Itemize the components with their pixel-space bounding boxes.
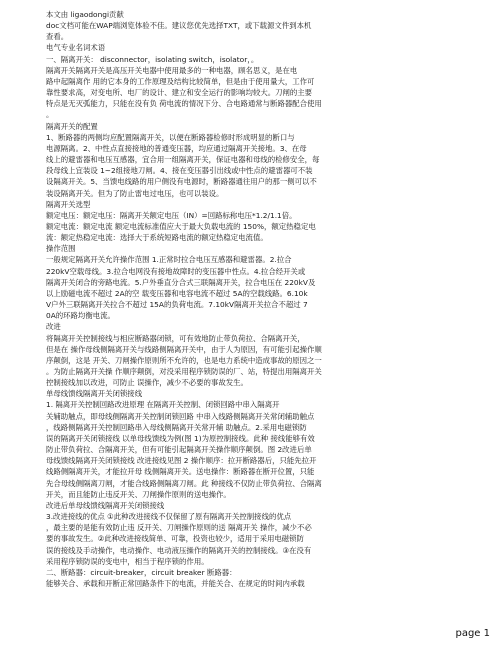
document-line: 序颠倒，这是 开关、刀闸操作原则所不允许的，也是电力系统中造成事故的原因之一: [46, 355, 322, 365]
document-line: 电气专业名词术语: [46, 43, 106, 53]
document-line: 1. 隔离开关控制回路改进原理 在隔离开关控制、闭锁回路中串入隔离开: [46, 400, 280, 410]
document-line: 路中起隔离作 用的它本身的工作原理及结构比较简单，但是由于使用量大，工作可: [46, 76, 315, 86]
document-line: 控制接线加以改进，可防止 误操作，减少不必要的事故发生。: [46, 378, 248, 388]
document-line: 操作范围: [46, 244, 76, 254]
document-line: 误的隔离开关闭锁接线 以单母线馈线为例(图 1)为原控制接线。此种 接线能够有效: [46, 433, 315, 443]
document-line: 特点是无灭弧能力，只能在没有负 荷电流的情况下分、合电路通常与断路器配合使用: [46, 99, 322, 109]
document-line: 3.改进接线的优点 ①此种改进接线不仅保留了原有隔离开关控制接线的优点: [46, 512, 292, 522]
document-line: 二、断路器：circuit-breaker，circuit breaker 断路器：: [46, 567, 237, 577]
document-line: 关辅助触点，即母线侧隔离开关控制闭锁回路 中串入线路侧隔离开关常闭辅助触点: [46, 411, 315, 421]
document-line: 线路侧隔离开关，才能拉开母 线侧隔离开关。送电操作：断路器在断开位置，只能: [46, 467, 315, 477]
document-line: 先合母线侧隔离刀闸，才能合线路侧隔离刀闸。此 种接线不仅防止带负荷拉、合隔离: [46, 478, 322, 488]
document-line: 单母线馈线隔离开关闭锁接线: [46, 389, 143, 399]
document-line: 母线馈线隔离开关闭锁接线 改进接线见图 2 操作顺序：拉开断路器后，只能先拉开: [46, 456, 317, 466]
document-line: 装设隔离开关。但为了防止雷电过电压，也可以装设。: [46, 188, 224, 198]
document-line: ，最主要的是能有效防止违 反开关、刀闸操作原则的送 隔离开关 操作，减少不必: [46, 523, 312, 533]
document-line: 一、隔离开关： disconnector，isolating switch，isolator，。: [46, 54, 259, 64]
document-line: 能够关合、承载和开断正常回路条件下的电流，并能关合、在规定的时间内承载: [46, 578, 305, 588]
document-line: V户外三联隔离开关拉合不超过 15A的负荷电流。7.10kV隔离开关拉合不超过 7: [46, 300, 308, 310]
document-line: 改进后单母线馈线隔离开关闭锁接线: [46, 500, 165, 510]
document-line: 采用程序锁防误的变电中，相当于程序锁的作用。: [46, 556, 209, 566]
document-line: 。为防止隔离开关操 作顺序颠倒，对没采用程序锁防误的厂、站，特提出用隔离开关: [46, 367, 322, 376]
document-line: doc文档可能在WAP端浏览体验不佳。建议您优先选择TXT，或下载源文件到本机: [46, 21, 312, 31]
document-line: 隔离开关选型: [46, 199, 91, 209]
document-line: 防止带负荷拉、合隔离开关，但有可能引起隔离开关操作顺序颠倒。图 2改进后单: [46, 445, 312, 455]
document-line: 靠性要求高，对变电所、电厂的设计、建立和安全运行的影响均较大。刀闸的主要: [46, 88, 313, 98]
document-line: ，线路侧隔离开关控制回路串入母线侧隔离开关常开辅 助触点。2.采用电磁锁防: [46, 422, 307, 432]
document-line: 改进: [46, 322, 61, 332]
document-line: 隔离开关的配置: [46, 121, 98, 131]
document-line: 1、断路器的两侧均应配置隔离开关，以便在断路器检修时形成明显的断口与: [46, 132, 295, 142]
document-line: 流：额定热稳定电流：选择大于系统短路电流的额定热稳定电流值。: [46, 233, 268, 243]
document-line: 段母线上宜装设 1~2组接地刀闸。4、接在变压器引出线或中性点的避雷器可不装: [46, 166, 313, 176]
document-line: 将隔离开关控制接线与相应断路器闭锁，可有效地防止带负荷拉、合隔离开关，: [46, 333, 305, 343]
document-line: 0A的环路均衡电流。: [46, 311, 115, 321]
document-line: 电源隔离。2、中性点直接接地的普通变压器，均应通过隔离开关接地。3、在母: [46, 143, 307, 153]
document-line: 但是在 操作母线侧隔离开关与线路侧隔离开关中，由于人为原因，有可能引起操作顺: [46, 344, 322, 354]
document-body: [46, 9, 486, 589]
page-number: page 1: [455, 627, 490, 639]
document-line: 一般规定隔离开关允许操作范围 1.正常时拉合电压互感器和避雷器。2.拉合: [46, 255, 292, 265]
document-line: 查看。: [46, 32, 69, 42]
document-line: 220kV空载母线。3.拉合电网没有接地故障时的变压器中性点。4.拉合经开关或: [46, 266, 306, 276]
document-line: 本文由 ligaodongi贡献: [46, 10, 124, 19]
document-line: 误的接线及手动操作，电动操作、电动液压操作的隔离开关的控制接线。③在没有: [46, 545, 312, 555]
document-line: 开关，而且能防止违反开关、刀闸操作原则的送电操作。: [46, 489, 231, 499]
document-line: 以上励磁电流不超过 2A的空 载变压器和电容电流不超过 5A的空载线路。6.10k: [46, 288, 308, 298]
document-line: 要的事故发生。②此种改进接线简单、可靠，投资也较少，适用于采用电磁锁防: [46, 534, 304, 544]
document-line: 额定电流：额定电流 额定电流标准值应大于最大负载电流的 150%，额定热稳定电: [46, 221, 316, 231]
document-line: 线上的避雷器和电压互感器，宜合用一组隔离开关，保证电器和母线的检修安全，每: [46, 155, 320, 165]
document-line: 额定电压：额定电压：隔离开关额定电压（IN）=回路标称电压*1.2/1.1倍。: [46, 210, 297, 220]
document-line: 隔离开关闭合的旁路电流。5.户外垂直分合式三联隔离开关，拉合电压在 220kV及: [46, 277, 316, 287]
document-line: 隔离开关隔离开关是高压开关电器中使用最多的一种电器，顾名思义，是在电: [46, 65, 298, 75]
document-line: 。: [46, 110, 54, 120]
document-line: 设隔离开关。5、当馈电线路的用户侧没有电源时，断路器通往用户的那一侧可以不: [46, 177, 317, 187]
